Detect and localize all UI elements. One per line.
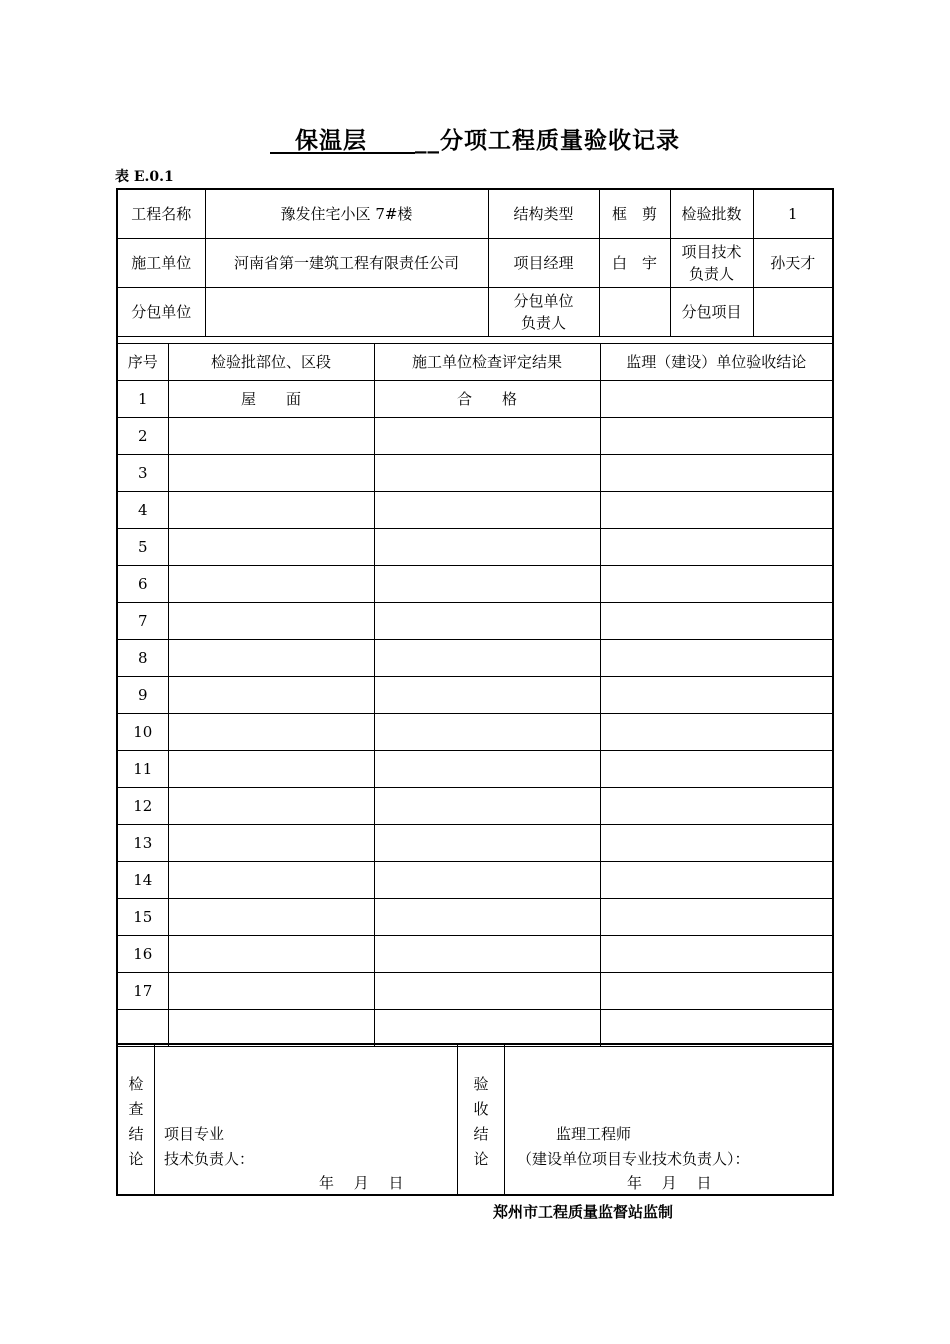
cell-result[interactable] (374, 529, 600, 566)
accept-label-char: 论 (473, 1150, 489, 1168)
cell-location[interactable] (168, 640, 374, 677)
cell-no: 5 (118, 529, 168, 566)
project-manager-value[interactable]: 白 宇 (599, 239, 670, 288)
table-row (118, 492, 832, 529)
cell-no: 2 (118, 418, 168, 455)
cell-result[interactable] (374, 751, 600, 788)
info-row-1 (118, 190, 832, 239)
table-row (118, 751, 832, 788)
cell-location[interactable] (168, 529, 374, 566)
cell-location[interactable] (168, 455, 374, 492)
cell-result[interactable] (374, 788, 600, 825)
check-label-char: 检 (128, 1075, 144, 1093)
record-form (116, 188, 834, 1196)
cell-no: 6 (118, 566, 168, 603)
sub-lead-value[interactable] (599, 288, 670, 337)
cell-result[interactable] (374, 418, 600, 455)
cell-no: 13 (118, 825, 168, 862)
cell-result[interactable] (374, 640, 600, 677)
cell-location[interactable] (168, 788, 374, 825)
cell-conclusion[interactable] (600, 566, 832, 603)
table-row (118, 677, 832, 714)
cell-conclusion[interactable] (600, 899, 832, 936)
cell-result[interactable] (374, 566, 600, 603)
table-row (118, 1010, 832, 1047)
cell-no: 7 (118, 603, 168, 640)
table-row (118, 603, 832, 640)
project-name-label: 工程名称 (118, 190, 205, 239)
cell-location[interactable] (168, 566, 374, 603)
cell-conclusion[interactable] (600, 1010, 832, 1047)
project-name-value[interactable]: 豫发住宅小区 7#楼 (205, 190, 488, 239)
signature-section (118, 1043, 832, 1194)
cell-result[interactable] (374, 492, 600, 529)
check-signer-line1: 项目专业 (164, 1125, 225, 1143)
cell-location[interactable] (168, 714, 374, 751)
cell-result[interactable] (374, 936, 600, 973)
col-header-location: 检验批部位、区段 (168, 344, 374, 381)
check-conclusion-area[interactable] (155, 1045, 458, 1194)
project-manager-label: 项目经理 (488, 239, 599, 288)
table-row (118, 825, 832, 862)
check-date: 年 月 日 (319, 1174, 404, 1192)
sub-item-value[interactable] (753, 288, 832, 337)
cell-location[interactable] (168, 862, 374, 899)
table-row (118, 566, 832, 603)
col-header-no: 序号 (118, 344, 168, 381)
check-conclusion-label (118, 1072, 154, 1172)
cell-no: 14 (118, 862, 168, 899)
table-row (118, 381, 832, 418)
cell-conclusion[interactable] (600, 529, 832, 566)
cell-conclusion[interactable] (600, 381, 832, 418)
accept-label-char: 结 (473, 1125, 489, 1143)
cell-conclusion[interactable] (600, 603, 832, 640)
cell-conclusion[interactable] (600, 825, 832, 862)
check-conclusion-label-cell (118, 1045, 155, 1194)
col-header-result: 施工单位检查评定结果 (374, 344, 600, 381)
col-header-conclusion: 监理（建设）单位验收结论 (600, 344, 832, 381)
cell-no: 11 (118, 751, 168, 788)
cell-conclusion[interactable] (600, 714, 832, 751)
table-row (118, 640, 832, 677)
subcontractor-label: 分包单位 (118, 288, 205, 337)
cell-conclusion[interactable] (600, 936, 832, 973)
cell-result[interactable] (374, 973, 600, 1010)
batch-count-value[interactable]: 1 (753, 190, 832, 239)
accept-signer-line1: 监理工程师 (556, 1125, 632, 1143)
accept-conclusion-label (463, 1072, 499, 1172)
cell-result[interactable] (374, 677, 600, 714)
subcontractor-value[interactable] (205, 288, 488, 337)
cell-conclusion[interactable] (600, 418, 832, 455)
table-row (118, 862, 832, 899)
project-info-table (118, 190, 832, 337)
cell-no: 8 (118, 640, 168, 677)
form-number: 表 E.0.1 (115, 169, 174, 185)
cell-location[interactable] (168, 899, 374, 936)
check-label-char: 结 (128, 1125, 144, 1143)
table-row (118, 418, 832, 455)
cell-result[interactable] (374, 825, 600, 862)
cell-result[interactable]: 合 格 (374, 381, 600, 418)
cell-location[interactable] (168, 751, 374, 788)
contractor-label: 施工单位 (118, 239, 205, 288)
check-signer-line2: 技术负责人： (164, 1150, 255, 1168)
cell-no: 3 (118, 455, 168, 492)
cell-no (118, 1010, 168, 1047)
cell-location[interactable] (168, 1010, 374, 1047)
page-title (0, 122, 950, 155)
table-row (118, 973, 832, 1010)
cell-conclusion[interactable] (600, 862, 832, 899)
tech-lead-value[interactable]: 孙天才 (753, 239, 832, 288)
table-row (118, 936, 832, 973)
structure-type-value[interactable]: 框 剪 (599, 190, 670, 239)
contractor-value[interactable]: 河南省第一建筑工程有限责任公司 (205, 239, 488, 288)
accept-label-char: 验 (473, 1075, 489, 1093)
cell-no: 9 (118, 677, 168, 714)
cell-no: 10 (118, 714, 168, 751)
cell-conclusion[interactable] (600, 973, 832, 1010)
cell-conclusion[interactable] (600, 455, 832, 492)
cell-result[interactable] (374, 1010, 600, 1047)
cell-result[interactable] (374, 455, 600, 492)
inspection-batch-table (118, 343, 832, 1047)
batch-count-label: 检验批数 (670, 190, 753, 239)
check-label-char: 查 (128, 1100, 144, 1118)
check-label-char: 论 (128, 1150, 144, 1168)
cell-result[interactable] (374, 862, 600, 899)
cell-location[interactable]: 屋 面 (168, 381, 374, 418)
title-suffix: __分项工程质量验收记录 (415, 127, 680, 154)
cell-location[interactable] (168, 603, 374, 640)
cell-location[interactable] (168, 936, 374, 973)
accept-conclusion-area[interactable] (505, 1045, 832, 1194)
cell-conclusion[interactable] (600, 640, 832, 677)
title-topic (270, 127, 415, 154)
cell-no: 17 (118, 973, 168, 1010)
issuer-footer: 郑州市工程质量监督站监制 (493, 1203, 674, 1221)
cell-location[interactable] (168, 492, 374, 529)
cell-no: 1 (118, 381, 168, 418)
cell-no: 4 (118, 492, 168, 529)
info-row-2 (118, 239, 832, 288)
accept-signer-line2: （建设单位项目专业技术负责人）： (517, 1150, 750, 1168)
cell-no: 16 (118, 936, 168, 973)
cell-conclusion[interactable] (600, 677, 832, 714)
cell-conclusion[interactable] (600, 788, 832, 825)
table-header-row (118, 344, 832, 381)
accept-label-char: 收 (473, 1100, 489, 1118)
cell-result[interactable] (374, 714, 600, 751)
title-topic-text: 保温层 (295, 127, 367, 154)
cell-no: 12 (118, 788, 168, 825)
cell-result[interactable] (374, 603, 600, 640)
sub-lead-label: 分包单位负责人 (488, 288, 599, 337)
cell-location[interactable] (168, 418, 374, 455)
cell-conclusion[interactable] (600, 492, 832, 529)
table-row (118, 714, 832, 751)
info-row-3 (118, 288, 832, 337)
cell-no: 15 (118, 899, 168, 936)
table-row (118, 455, 832, 492)
title-prefix (270, 127, 295, 154)
table-row (118, 788, 832, 825)
cell-result[interactable] (374, 899, 600, 936)
tech-lead-label: 项目技术负责人 (670, 239, 753, 288)
structure-type-label: 结构类型 (488, 190, 599, 239)
table-row (118, 899, 832, 936)
cell-location[interactable] (168, 825, 374, 862)
cell-conclusion[interactable] (600, 751, 832, 788)
cell-location[interactable] (168, 973, 374, 1010)
table-row (118, 529, 832, 566)
accept-conclusion-label-cell (458, 1045, 505, 1194)
cell-location[interactable] (168, 677, 374, 714)
accept-date: 年 月 日 (627, 1174, 712, 1192)
sub-item-label: 分包项目 (670, 288, 753, 337)
